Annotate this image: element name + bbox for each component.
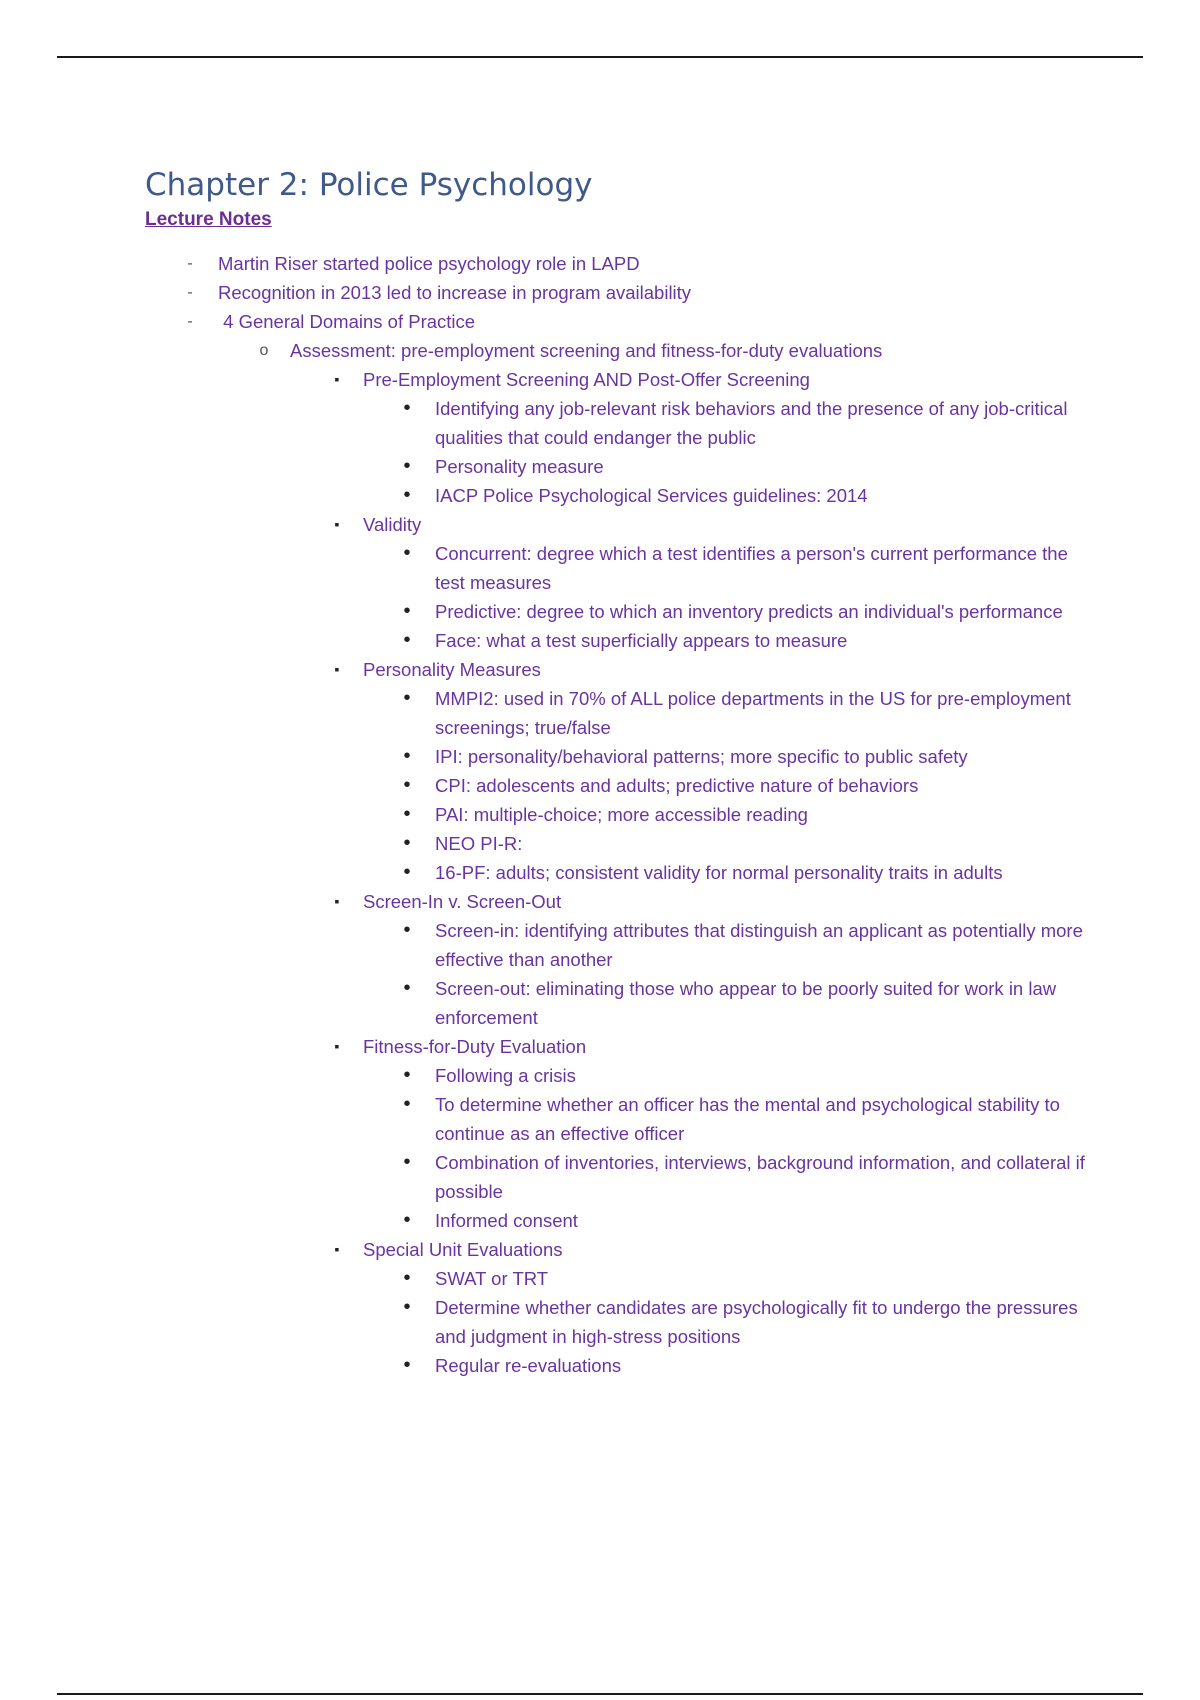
section-heading-item xyxy=(363,1032,1085,1061)
list-item-text: CPI: adolescents and adults; predictive nature of behaviors xyxy=(435,775,919,796)
section-heading-item xyxy=(363,365,1085,394)
dot-bullet-icon xyxy=(397,1148,417,1178)
list-item xyxy=(435,771,1085,800)
section-heading: Pre-Employment Screening AND Post-Offer Screening xyxy=(363,369,810,390)
list-item: - 4 General Domains of Practice xyxy=(145,307,1085,336)
dot-bullet-icon xyxy=(397,539,417,569)
square-bullet-icon xyxy=(327,887,347,916)
section-heading-item xyxy=(363,887,1085,916)
list-item xyxy=(435,916,1085,974)
list-item-text: IPI: personality/behavioral patterns; more specific to public safety xyxy=(435,746,968,767)
list-item: - Martin Riser started police psychology role in LAPD xyxy=(145,249,1085,278)
dot-bullet-icon xyxy=(397,684,417,714)
list-item xyxy=(435,626,1085,655)
page-title: Chapter 2: Police Psychology xyxy=(145,167,593,203)
square-bullet-icon xyxy=(327,365,347,394)
list-item-text: Following a crisis xyxy=(435,1065,576,1086)
list-item-text: NEO PI-R: xyxy=(435,833,523,854)
dash-bullet-icon xyxy=(180,249,200,278)
section-heading: Screen-In v. Screen-Out xyxy=(363,891,562,912)
list-item-text: Screen-in: identifying attributes that distinguish an applicant as potentially more effective than another xyxy=(435,920,1083,970)
square-bullet-icon xyxy=(327,1235,347,1264)
list-item xyxy=(435,452,1085,481)
dot-bullet-icon xyxy=(397,1206,417,1236)
section-list xyxy=(145,887,1085,916)
section-list xyxy=(145,655,1085,684)
document-body xyxy=(145,163,1085,1380)
list-item-text: Personality measure xyxy=(435,456,604,477)
dot-bullet-icon xyxy=(397,1351,417,1381)
section-heading-item xyxy=(363,510,1085,539)
list-item-text: To determine whether an officer has the mental and psychological stability to continue as an effective officer xyxy=(435,1094,1060,1144)
dot-bullet-icon xyxy=(397,916,417,946)
section-items xyxy=(145,539,1085,655)
domain-list xyxy=(145,336,1085,365)
dot-bullet-icon xyxy=(397,1090,417,1120)
list-item xyxy=(435,858,1085,887)
section-heading: Fitness-for-Duty Evaluation xyxy=(363,1036,587,1057)
section-items xyxy=(145,1264,1085,1380)
list-item xyxy=(435,597,1085,626)
section-list xyxy=(145,365,1085,394)
top-level-list xyxy=(145,249,1085,336)
list-item-text: Predictive: degree to which an inventory predicts an individual's performance xyxy=(435,601,1063,622)
list-item xyxy=(435,539,1085,597)
section-heading: Validity xyxy=(363,514,422,535)
dash-bullet-icon xyxy=(180,278,200,307)
list-item xyxy=(435,829,1085,858)
section-list xyxy=(145,1235,1085,1264)
list-item xyxy=(435,1293,1085,1351)
list-item xyxy=(435,481,1085,510)
dot-bullet-icon xyxy=(397,597,417,627)
dot-bullet-icon xyxy=(397,452,417,482)
dot-bullet-icon xyxy=(397,858,417,888)
dot-bullet-icon xyxy=(397,771,417,801)
section-heading: Personality Measures xyxy=(363,659,541,680)
list-item-text: Concurrent: degree which a test identifies a person's current performance the test measures xyxy=(435,543,1068,593)
list-item xyxy=(435,1061,1085,1090)
dot-bullet-icon xyxy=(397,1264,417,1294)
section-items xyxy=(145,394,1085,510)
section-subtitle: Lecture Notes xyxy=(145,209,272,230)
section-list xyxy=(145,510,1085,539)
list-item xyxy=(435,1206,1085,1235)
list-item-text: SWAT or TRT xyxy=(435,1268,549,1289)
list-item xyxy=(435,974,1085,1032)
list-item-text: Regular re-evaluations xyxy=(435,1355,622,1376)
list-item-text: MMPI2: used in 70% of ALL police departments in the US for pre-employment screenings; true/false xyxy=(435,688,1071,738)
section-items xyxy=(145,684,1085,887)
domain-item: o Assessment: pre-employment screening and fitness-for-duty evaluations xyxy=(290,336,1085,365)
section-heading: Special Unit Evaluations xyxy=(363,1239,563,1260)
list-item-text: Determine whether candidates are psychologically fit to undergo the pressures and judgment in high-stress positions xyxy=(435,1297,1078,1347)
list-item: - Recognition in 2013 led to increase in program availability xyxy=(145,278,1085,307)
circle-bullet-icon xyxy=(254,336,274,365)
assessment-sections xyxy=(145,365,1085,1380)
list-item-text: IACP Police Psychological Services guidelines: 2014 xyxy=(435,485,868,506)
dot-bullet-icon xyxy=(397,394,417,424)
dot-bullet-icon xyxy=(397,742,417,772)
list-item xyxy=(435,394,1085,452)
list-item-text: Face: what a test superficially appears to measure xyxy=(435,630,848,651)
section-list xyxy=(145,1032,1085,1061)
dot-bullet-icon xyxy=(397,626,417,656)
section-heading-item xyxy=(363,1235,1085,1264)
list-item xyxy=(435,1148,1085,1206)
list-item-text: Identifying any job-relevant risk behaviors and the presence of any job-critical qualities that could endanger the public xyxy=(435,398,1068,448)
list-item xyxy=(435,1264,1085,1293)
dot-bullet-icon xyxy=(397,829,417,859)
dot-bullet-icon xyxy=(397,974,417,1004)
square-bullet-icon xyxy=(327,655,347,684)
dash-bullet-icon xyxy=(180,307,200,336)
square-bullet-icon xyxy=(327,510,347,539)
list-item xyxy=(435,800,1085,829)
list-item-text: Screen-out: eliminating those who appear to be poorly suited for work in law enforcement xyxy=(435,978,1057,1028)
dot-bullet-icon xyxy=(397,1293,417,1323)
list-item-text: PAI: multiple-choice; more accessible reading xyxy=(435,804,808,825)
section-heading-item xyxy=(363,655,1085,684)
list-item-text: Combination of inventories, interviews, background information, and collateral if possible xyxy=(435,1152,1085,1202)
footer-rule xyxy=(57,1693,1143,1695)
dot-bullet-icon xyxy=(397,800,417,830)
dot-bullet-icon xyxy=(397,1061,417,1091)
list-item xyxy=(435,742,1085,771)
header-rule xyxy=(57,56,1143,58)
dot-bullet-icon xyxy=(397,481,417,511)
square-bullet-icon xyxy=(327,1032,347,1061)
section-items xyxy=(145,916,1085,1032)
list-item-text: 16-PF: adults; consistent validity for normal personality traits in adults xyxy=(435,862,1003,883)
list-item xyxy=(435,1351,1085,1380)
list-item xyxy=(435,1090,1085,1148)
list-item xyxy=(435,684,1085,742)
section-items xyxy=(145,1061,1085,1235)
list-item-text: Informed consent xyxy=(435,1210,578,1231)
